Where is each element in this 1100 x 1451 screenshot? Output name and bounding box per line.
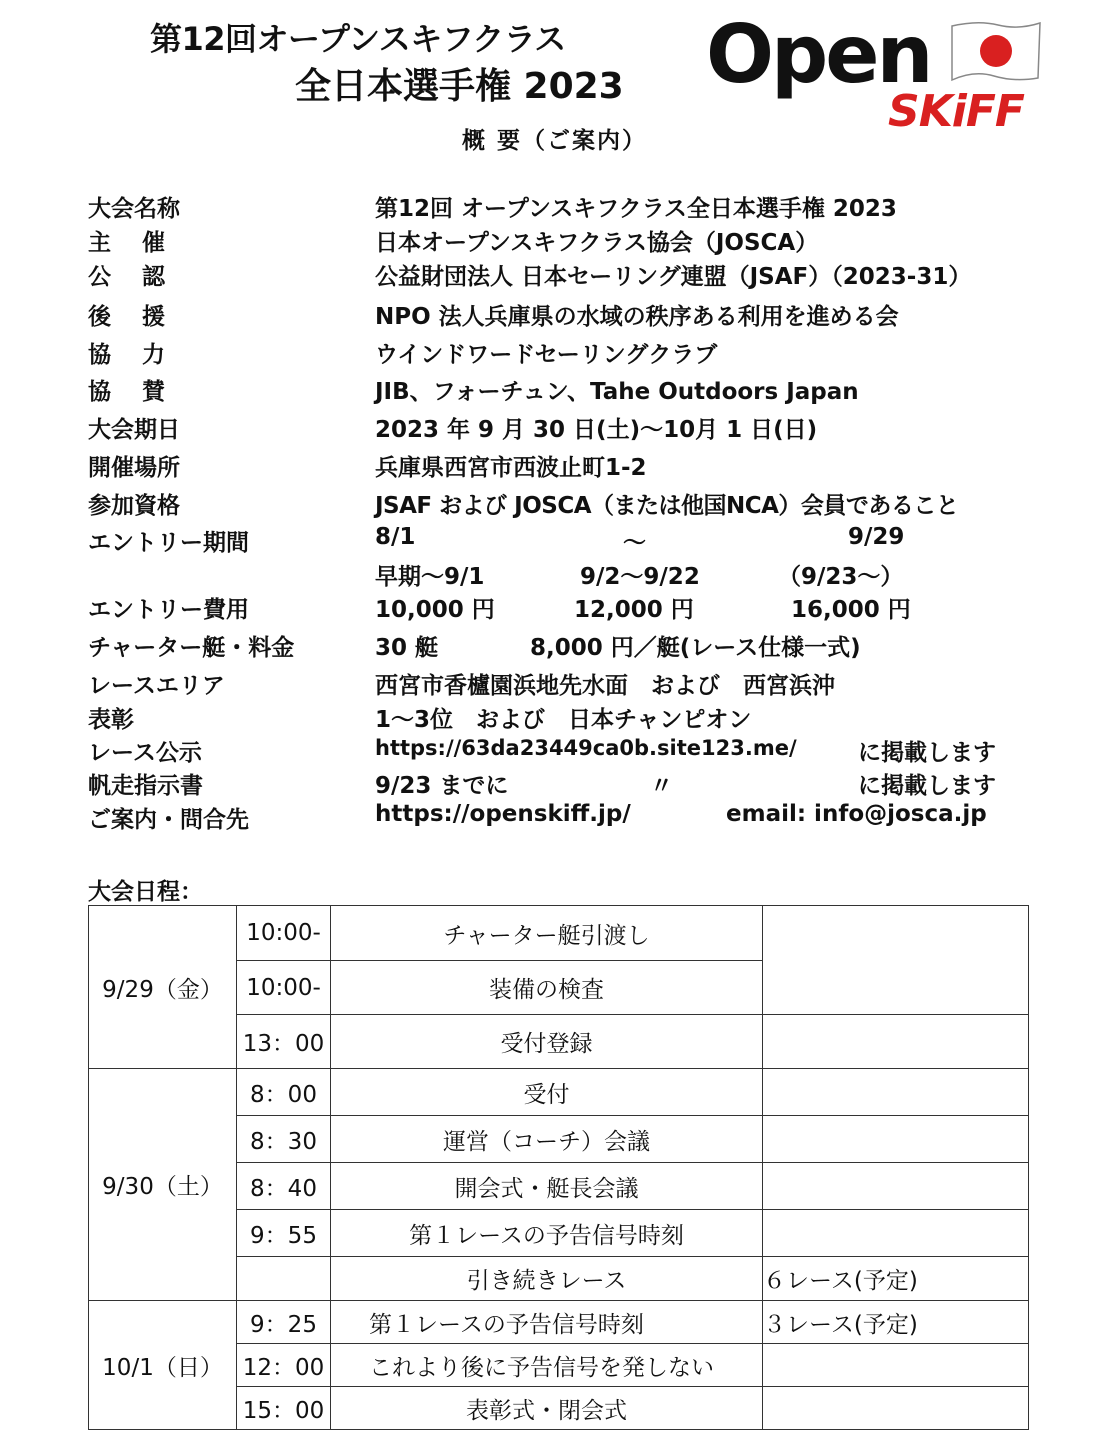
value-event-name: 第12回 オープンスキフクラス全日本選手権 2023 (375, 196, 897, 222)
info-row-host (88, 224, 1038, 258)
label-fee: エントリー費用 (88, 597, 249, 623)
time-cell: 8：40 (237, 1163, 331, 1210)
label-notice-of-race: レース公示 (88, 740, 202, 766)
logo-skiff-text: SKiFF (888, 86, 1024, 137)
time-cell: 10:00- (237, 961, 331, 1015)
label-date: 大会期日 (88, 417, 180, 443)
event-cell: 第１レースの予告信号時刻 (331, 1210, 763, 1257)
value-eligibility: JSAF および JOSCA（または他国NCA）会員であること (375, 493, 959, 519)
value-cooperation: ウインドワードセーリングクラブ (375, 342, 718, 368)
entry-period-start: 8/1 (375, 524, 416, 550)
info-row-authorization (88, 258, 1038, 292)
label-event-name: 大会名称 (88, 196, 180, 222)
info-row-cooperation (88, 336, 1038, 370)
value-venue: 兵庫県西宮市西波止町1-2 (375, 455, 647, 481)
label-charter: チャーター艇・料金 (88, 635, 295, 661)
time-cell: 9：55 (237, 1210, 331, 1257)
open-skiff-logo (700, 8, 1050, 138)
day-cell-0930: 9/30（土） (89, 1069, 237, 1301)
info-row-fee (88, 591, 1038, 625)
info-row-entry-period (88, 524, 1038, 558)
info-row-name (88, 190, 1038, 224)
time-cell: 10:00- (237, 906, 331, 961)
value-authorization: 公益財団法人 日本セーリング連盟（JSAF）（2023-31） (375, 264, 972, 290)
info-row-eligibility (88, 487, 1038, 521)
schedule-title: 大会日程： (88, 879, 203, 905)
value-award: 1～3位 および 日本チャンピオン (375, 707, 752, 733)
note-cell (763, 1163, 1029, 1210)
event-cell: 受付 (331, 1069, 763, 1116)
time-cell: 9：25 (237, 1301, 331, 1344)
label-host: 主 催 (88, 230, 166, 256)
note-cell (763, 1116, 1029, 1163)
event-cell: 開会式・艇長会議 (331, 1163, 763, 1210)
fee-mid: 12,000 円 (574, 597, 694, 623)
event-cell: 運営（コーチ）会議 (331, 1116, 763, 1163)
note-cell (763, 1015, 1029, 1069)
table-row (89, 1301, 1029, 1344)
event-cell: チャーター艇引渡し (331, 906, 763, 961)
event-cell: これより後に予告信号を発しない (331, 1344, 763, 1387)
info-row-entry-tiers (88, 558, 1038, 592)
label-venue: 開催場所 (88, 455, 180, 481)
entry-period-tilde: ～ (623, 530, 646, 556)
note-cell: ３レース(予定) (763, 1301, 1029, 1344)
time-cell: 8：30 (237, 1116, 331, 1163)
info-row-sailing-instructions (88, 767, 1038, 801)
label-entry-period: エントリー期間 (88, 530, 249, 556)
si-date: 9/23 までに (375, 773, 509, 799)
note-cell (763, 906, 1029, 1015)
info-row-notice (88, 734, 1038, 768)
value-date: 2023 年 9 月 30 日(土)～10月 1 日(日) (375, 417, 818, 443)
event-cell: 受付登録 (331, 1015, 763, 1069)
event-cell: 装備の検査 (331, 961, 763, 1015)
entry-tier-mid: 9/2～9/22 (580, 564, 700, 590)
value-race-area: 西宮市香櫨園浜地先水面 および 西宮浜沖 (375, 673, 835, 699)
note-cell: ６レース(予定) (763, 1257, 1029, 1301)
info-row-sponsor (88, 373, 1038, 407)
info-row-contact (88, 801, 1038, 835)
info-row-date (88, 411, 1038, 445)
time-cell: 15：00 (237, 1387, 331, 1430)
value-support: NPO 法人兵庫県の水域の秩序ある利用を進める会 (375, 304, 899, 330)
note-cell (763, 1069, 1029, 1116)
label-cooperation: 協 力 (88, 342, 166, 368)
time-cell (237, 1257, 331, 1301)
charter-price: 8,000 円／艇(レース仕様一式) (530, 635, 861, 661)
contact-email-link[interactable]: email: info@josca.jp (726, 801, 987, 827)
page-title-line2: 全日本選手権 2023 (295, 66, 624, 107)
event-cell: 第１レースの予告信号時刻 (331, 1301, 763, 1344)
label-contact: ご案内・問合先 (88, 807, 249, 833)
event-cell: 表彰式・閉会式 (331, 1387, 763, 1430)
info-row-area (88, 667, 1038, 701)
label-award: 表彰 (88, 707, 134, 733)
page-subtitle: 概 要（ご案内） (462, 128, 648, 154)
page-title-line1: 第12回オープンスキフクラス (150, 20, 566, 58)
fee-late: 16,000 円 (791, 597, 911, 623)
notice-suffix: に掲載します (858, 740, 996, 766)
fee-early: 10,000 円 (375, 597, 495, 623)
logo-wordmark: Open (706, 8, 931, 101)
value-sponsor: JIB、フォーチュン、Tahe Outdoors Japan (375, 379, 859, 405)
label-race-area: レースエリア (88, 673, 225, 699)
notice-url-link[interactable]: https://63da23449ca0b.site123.me/ (375, 736, 797, 760)
day-cell-0929: 9/29（金） (89, 906, 237, 1069)
schedule-table (88, 905, 1029, 1430)
entry-tier-late: （9/23～） (778, 564, 904, 590)
note-cell (763, 1344, 1029, 1387)
note-cell (763, 1387, 1029, 1430)
event-cell: 引き続きレース (331, 1257, 763, 1301)
info-row-venue (88, 449, 1038, 483)
note-cell (763, 1210, 1029, 1257)
entry-tier-early: 早期～9/1 (375, 564, 485, 590)
entry-period-end: 9/29 (848, 524, 905, 550)
info-row-award (88, 701, 1038, 735)
time-cell: 13：00 (237, 1015, 331, 1069)
japan-flag-icon (948, 20, 1042, 84)
label-sailing-instructions: 帆走指示書 (88, 773, 203, 799)
info-row-support (88, 298, 1038, 332)
label-authorization: 公 認 (88, 264, 166, 290)
table-row (89, 906, 1029, 961)
label-sponsor: 協 賛 (88, 379, 166, 405)
value-host: 日本オープンスキフクラス協会（JOSCA） (375, 230, 819, 256)
si-ditto: 〃 (650, 773, 673, 799)
si-suffix: に掲載します (858, 773, 996, 799)
info-row-charter (88, 629, 1038, 663)
contact-url-link[interactable]: https://openskiff.jp/ (375, 801, 631, 827)
table-row (89, 1069, 1029, 1116)
day-cell-1001: 10/1（日） (89, 1301, 237, 1430)
label-support: 後 援 (88, 304, 166, 330)
charter-count: 30 艇 (375, 635, 439, 661)
time-cell: 8：00 (237, 1069, 331, 1116)
label-eligibility: 参加資格 (88, 493, 180, 519)
time-cell: 12：00 (237, 1344, 331, 1387)
